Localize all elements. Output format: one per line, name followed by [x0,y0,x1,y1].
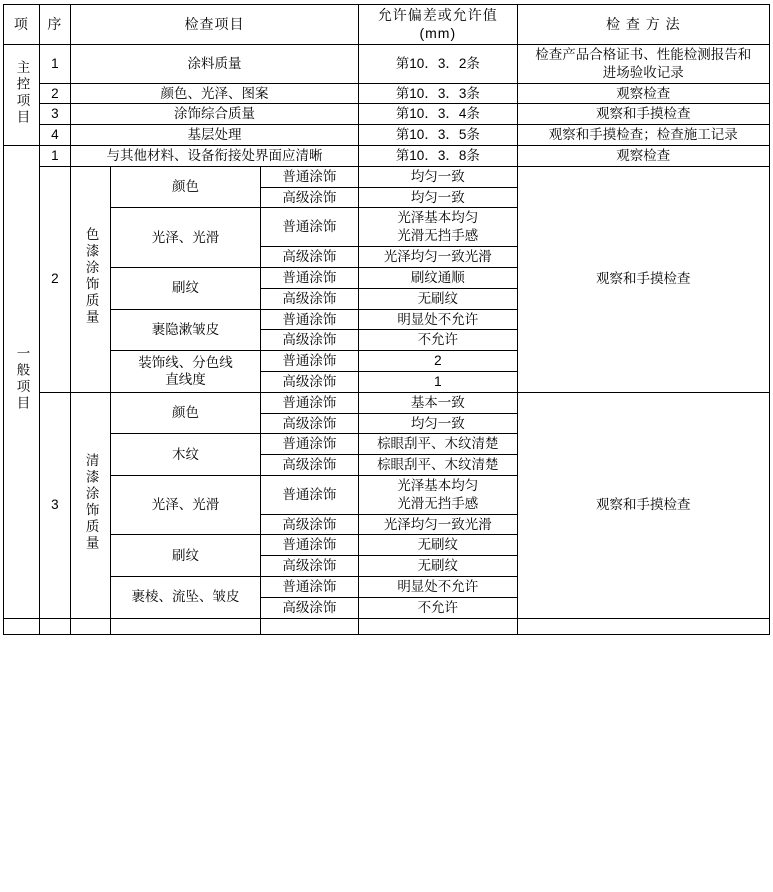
row-seq: 1 [39,146,70,167]
partial-cell-group [70,618,110,634]
partial-cell-value [359,618,518,634]
sub-item: 光泽、光滑 [111,476,261,535]
header-tolerance [359,5,518,45]
sub-item: 光泽、光滑 [111,208,261,267]
partial-cell-method [517,618,769,634]
value: 均匀一致 [359,187,518,208]
grade: 普通涂饰 [260,351,358,372]
grade: 普通涂饰 [260,166,358,187]
row-item: 涂饰综合质量 [70,104,358,125]
value: 均匀一致 [359,166,518,187]
sub-item: 刷纹 [111,535,261,577]
row-tolerance: 第10．3．8条 [359,146,518,167]
value: 光泽均匀一致光滑 [359,514,518,535]
header-method: 检 查 方 法 [517,5,769,45]
group-seq-clear: 3 [39,392,70,618]
header-item: 检查项目 [70,5,358,45]
row-method: 检查产品合格证书、性能检测报告和 进场验收记录 [517,44,769,83]
value: 明显处不允许 [359,577,518,598]
value: 明显处不允许 [359,309,518,330]
group-method-clear: 观察和手摸检查 [517,392,769,618]
table-row-partial [4,618,770,634]
sub-item: 颜色 [111,392,261,434]
table-row [4,83,770,104]
grade: 普通涂饰 [260,208,358,247]
row-item: 基层处理 [70,125,358,146]
grade: 高级涂饰 [260,597,358,618]
header-seq: 序 [39,5,70,45]
row-tolerance: 第10．3．4条 [359,104,518,125]
table-row [4,104,770,125]
grade: 普通涂饰 [260,434,358,455]
row-seq: 3 [39,104,70,125]
grade: 普通涂饰 [260,392,358,413]
table-row [4,146,770,167]
grade: 高级涂饰 [260,247,358,268]
value: 1 [359,371,518,392]
value: 光泽均匀一致光滑 [359,247,518,268]
sub-item: 裹棱、流坠、皱皮 [111,577,261,619]
category-general: 一般项目 [4,146,40,619]
value: 无刷纹 [359,288,518,309]
row-method: 观察检查 [517,146,769,167]
group-name-color: 色漆涂饰质量 [70,166,110,392]
sub-item: 木纹 [111,434,261,476]
grade: 高级涂饰 [260,514,358,535]
value: 棕眼刮平、木纹清楚 [359,434,518,455]
grade: 高级涂饰 [260,288,358,309]
value: 棕眼刮平、木纹清楚 [359,455,518,476]
row-tolerance: 第10．3．2条 [359,44,518,83]
table-row [4,166,770,187]
value: 不允许 [359,597,518,618]
header-category: 项 [4,5,40,45]
row-seq: 1 [39,44,70,83]
value: 基本一致 [359,392,518,413]
row-seq: 4 [39,125,70,146]
sub-item: 刷纹 [111,267,261,309]
value: 无刷纹 [359,535,518,556]
grade: 高级涂饰 [260,187,358,208]
value: 光泽基本均匀 光滑无挡手感 [359,208,518,247]
table-row [4,392,770,413]
row-seq: 2 [39,83,70,104]
row-item: 颜色、光泽、图案 [70,83,358,104]
partial-cell-category [4,618,40,634]
row-tolerance: 第10．3．3条 [359,83,518,104]
row-tolerance: 第10．3．5条 [359,125,518,146]
group-method-color: 观察和手摸检查 [517,166,769,392]
grade: 高级涂饰 [260,413,358,434]
row-method: 观察和手摸检查 [517,104,769,125]
sub-item: 裹隐漱皱皮 [111,309,261,351]
table-header-row [4,5,770,45]
header-tolerance-line1: 允许偏差或允许值 [377,7,498,23]
value: 光泽基本均匀 光滑无挡手感 [359,476,518,515]
sub-item: 装饰线、分色线 直线度 [111,351,261,393]
header-tolerance-line2: (mm) [419,25,457,42]
grade: 高级涂饰 [260,371,358,392]
group-name-clear: 清漆涂饰质量 [70,392,110,618]
grade: 高级涂饰 [260,330,358,351]
grade: 高级涂饰 [260,455,358,476]
value: 均匀一致 [359,413,518,434]
partial-cell-seq [39,618,70,634]
group-seq-color: 2 [39,166,70,392]
grade: 普通涂饰 [260,476,358,515]
category-main: 主控项目 [4,44,40,145]
partial-cell-item [111,618,261,634]
row-item: 涂料质量 [70,44,358,83]
value: 2 [359,351,518,372]
row-method: 观察和手摸检查；检查施工记录 [517,125,769,146]
row-method: 观察检查 [517,83,769,104]
grade: 普通涂饰 [260,309,358,330]
row-item: 与其他材料、设备衔接处界面应清晰 [70,146,358,167]
grade: 普通涂饰 [260,267,358,288]
value: 刷纹通顺 [359,267,518,288]
table-row [4,125,770,146]
value: 不允许 [359,330,518,351]
value: 无刷纹 [359,556,518,577]
partial-cell-grade [260,618,358,634]
sub-item: 颜色 [111,166,261,208]
inspection-table [3,4,770,635]
grade: 高级涂饰 [260,556,358,577]
grade: 普通涂饰 [260,577,358,598]
table-row [4,44,770,83]
grade: 普通涂饰 [260,535,358,556]
